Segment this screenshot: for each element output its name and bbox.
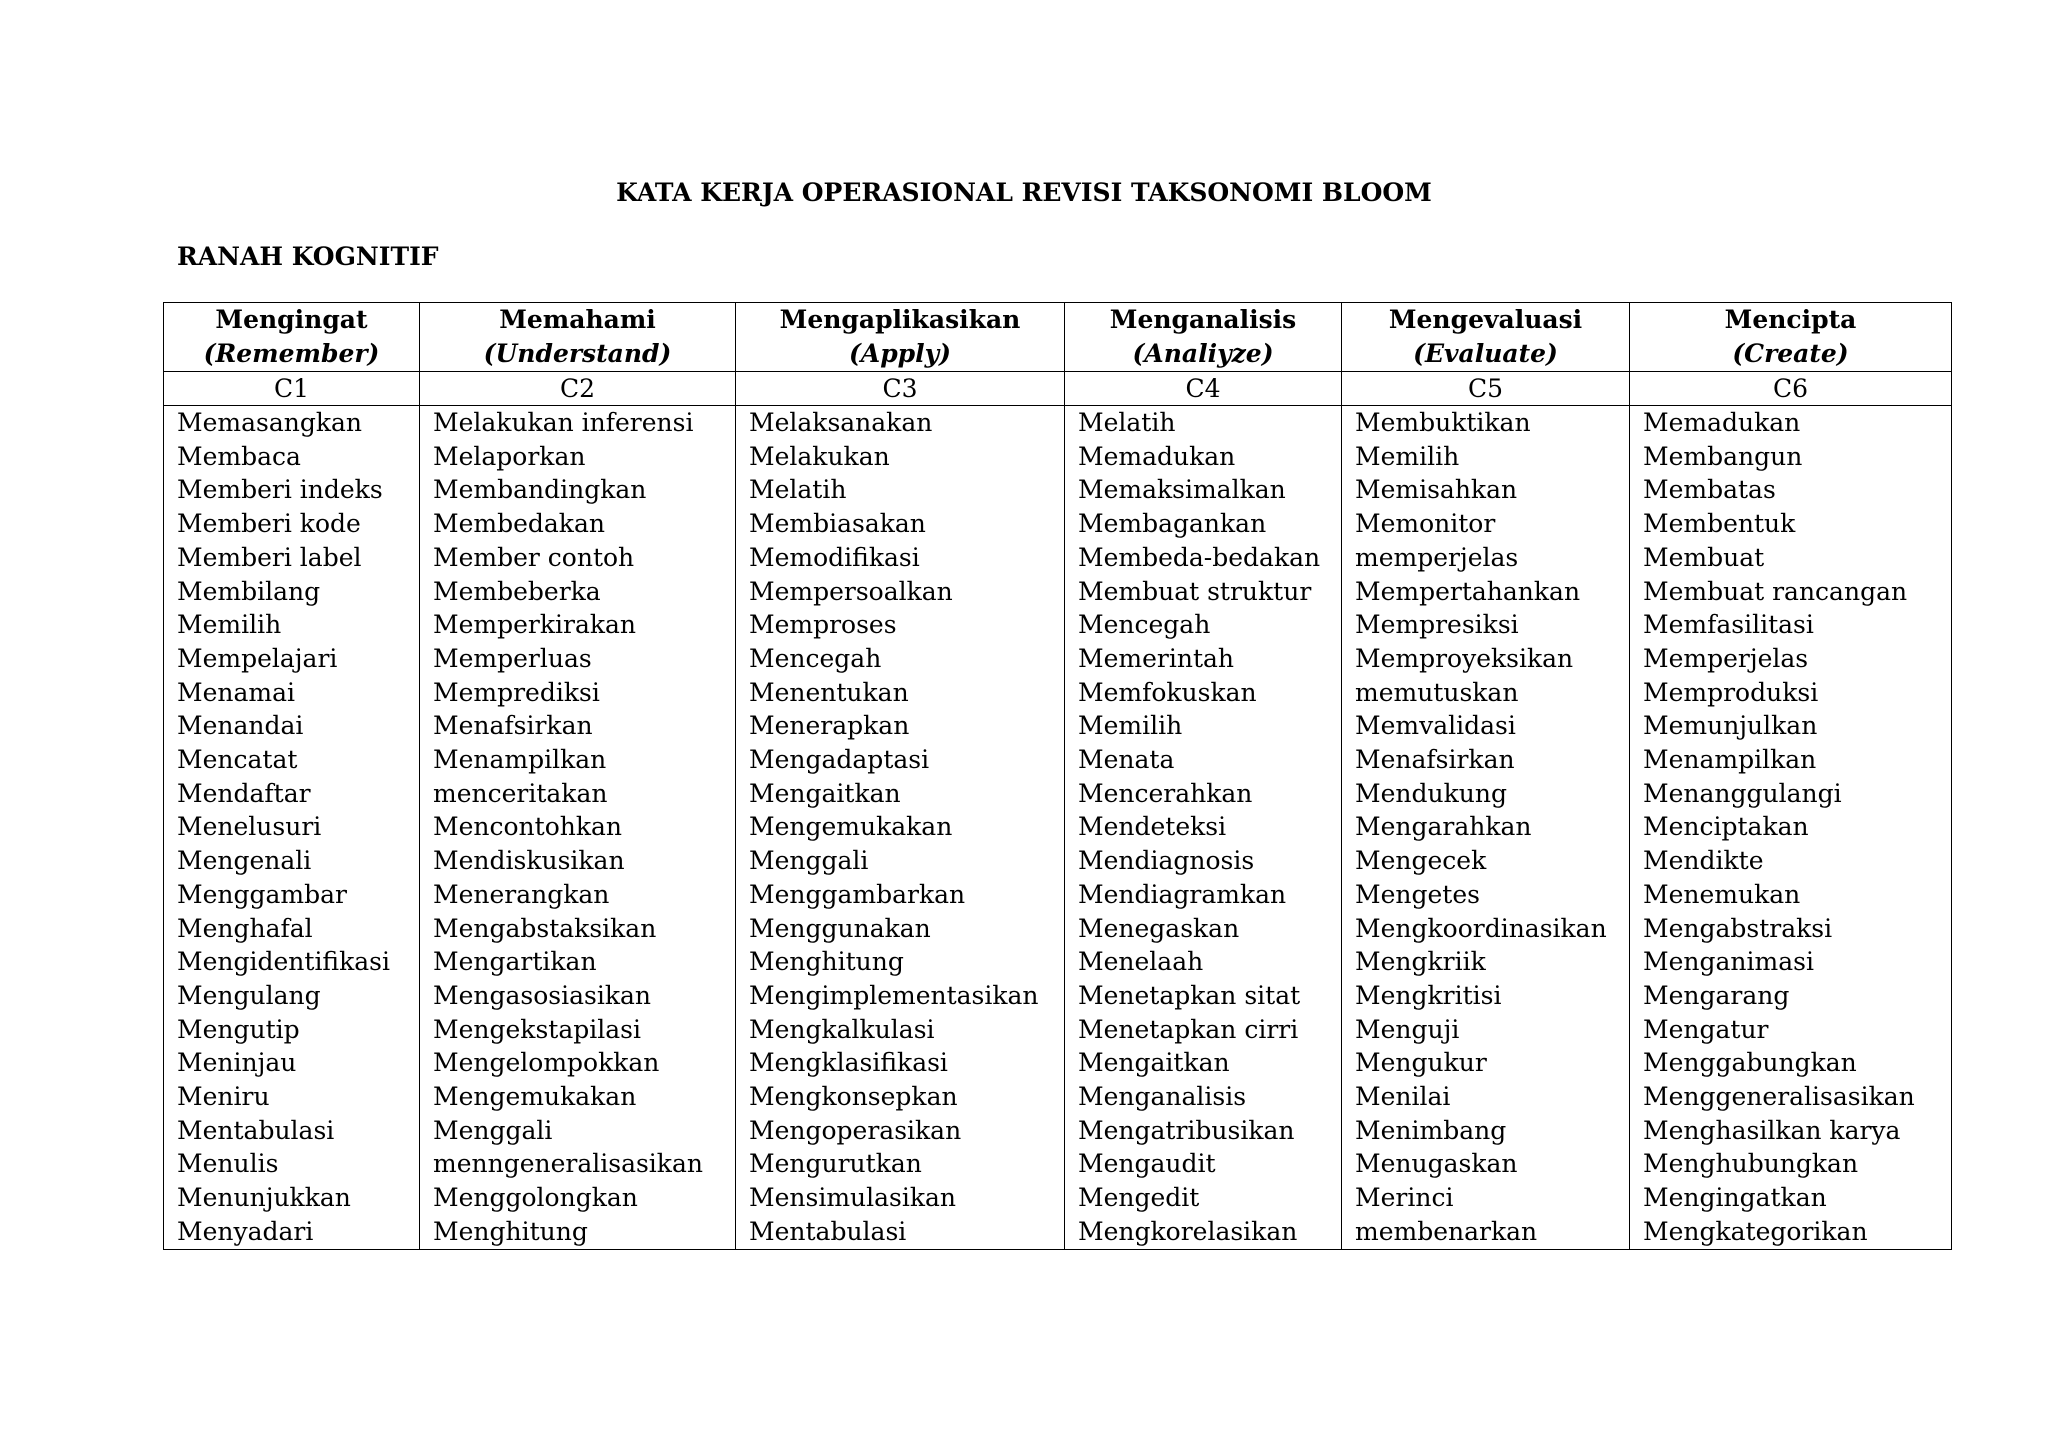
verb-item: Menggeneralisasikan [1643,1082,1915,1112]
verb-item: Mengadaptasi [749,745,930,775]
verb-item: memutuskan [1355,677,1519,707]
verb-list [177,406,415,1249]
column-header-c1 [164,303,420,372]
verb-item: Memadukan [1078,441,1236,471]
column-header-c5 [1342,303,1630,372]
verb-list [1078,406,1337,1249]
verb-item: Mempelajari [177,643,338,673]
verb-item: Menafsirkan [1355,745,1515,775]
verb-item: Mengukur [1355,1048,1487,1078]
verb-item: Mengulang [177,980,321,1010]
verb-item: Mengabstraksi [1643,913,1833,943]
verb-item: Melakukan inferensi [433,408,694,437]
verb-item: Mengekstapilasi [433,1014,641,1044]
verb-item: Mendiskusikan [433,846,625,876]
verb-item: Membuat struktur [1078,576,1312,606]
verb-item: Mendeteksi [1078,812,1227,842]
verb-item: Mengkritisi [1355,980,1502,1010]
verb-item: Memperkirakan [433,610,637,640]
verb-item: Memproduksi [1643,677,1819,707]
verb-item: Mengkategorikan [1643,1216,1868,1246]
verb-item: Mentabulasi [177,1115,335,1145]
verb-item: Mengidentifikasi [177,947,390,977]
verb-list [1355,406,1625,1249]
verb-item: Menetapkan sitat [1078,980,1301,1010]
verb-item: Melatih [749,475,847,505]
verb-item: Mengasosiasikan [433,980,651,1010]
verb-item: Memonitor [1355,509,1496,539]
verb-item: Memperluas [433,643,592,673]
column-header-c3 [736,303,1065,372]
verb-item: Menugaskan [1355,1149,1518,1179]
verb-item: Memfokuskan [1078,677,1257,707]
verb-item: Mendiagramkan [1078,879,1287,909]
verb-list [433,406,731,1249]
verb-item: Menulis [177,1149,279,1179]
verb-item: Membandingkan [433,475,647,505]
verb-item: Memberi indeks [177,475,383,505]
verb-item: Mengemukakan [749,812,953,842]
verb-item: Mengarang [1643,980,1790,1010]
verb-item: Menampilkan [433,745,607,775]
verb-item: Mengartikan [433,947,597,977]
verb-table [163,302,1952,1250]
verb-item: Membatas [1643,475,1776,505]
verb-item: Meninjau [177,1048,297,1078]
verb-item: Mengkorelasikan [1078,1216,1298,1246]
verb-item: Memvalidasi [1355,711,1516,741]
verb-item: Menghafal [177,913,313,943]
verb-item: Menguji [1355,1014,1460,1044]
verb-item: Menanggulangi [1643,778,1842,808]
verb-item: Mencegah [749,643,882,673]
verb-item: Mengkriik [1355,947,1486,977]
column-english-name: (Apply) [848,339,952,368]
column-header-c6 [1630,303,1952,372]
column-name: Mengaplikasikan [779,305,1021,334]
verb-item: Melatih [1078,408,1176,437]
verb-item: Mencatat [177,745,298,775]
verb-item: Mentabulasi [749,1216,907,1246]
verb-item: Memerintah [1078,643,1234,673]
verb-item: Mencegah [1078,610,1211,640]
verb-item: membenarkan [1355,1216,1538,1246]
column-english-name: (Evaluate) [1413,339,1558,368]
verb-item: Menghasilkan karya [1643,1115,1901,1145]
level-code-c2: C2 [420,372,736,406]
column-english-name: (Remember) [203,339,380,368]
verb-item: Menunjukkan [177,1183,351,1213]
verb-item: Memodifikasi [749,542,920,572]
verb-item: Mengaitkan [749,778,901,808]
verb-cell-c2 [420,406,736,1250]
verb-item: Menggambarkan [749,879,966,909]
verb-item: Mengkoordinasikan [1355,913,1607,943]
verb-item: Membagankan [1078,509,1267,539]
verb-item: Menciptakan [1643,812,1809,842]
verb-item: Membeberka [433,576,601,606]
verb-item: Menandai [177,711,304,741]
verb-item: Mengkonsepkan [749,1082,958,1112]
verb-item: Membentuk [1643,509,1796,539]
verb-item: Memproses [749,610,897,640]
verb-item: Membilang [177,576,321,606]
header-row [164,303,1952,372]
verb-item: menceritakan [433,778,608,808]
verb-item: Mensimulasikan [749,1183,957,1213]
verb-cell-c6 [1630,406,1952,1250]
column-name: Menganalisis [1109,305,1297,334]
verb-item: Menilai [1355,1082,1451,1112]
verb-item: Menganimasi [1643,947,1814,977]
verb-item: Mengedit [1078,1183,1200,1213]
verb-item: Melaporkan [433,441,586,471]
verb-item: Memasangkan [177,408,362,437]
verb-item: Membuat rancangan [1643,576,1908,606]
level-code-c5: C5 [1342,372,1630,406]
verb-item: Menafsirkan [433,711,593,741]
verb-item: Mengaudit [1078,1149,1216,1179]
verb-item: Membangun [1643,441,1803,471]
section-title: RANAH KOGNITIF [177,242,439,271]
verb-item: Menganalisis [1078,1082,1247,1112]
verb-item: Menerangkan [433,879,610,909]
verb-item: Menelusuri [177,812,322,842]
column-name: Memahami [499,305,656,334]
verb-cell-c4 [1065,406,1342,1250]
verb-item: Mengkalkulasi [749,1014,935,1044]
verb-item: Mengenali [177,846,312,876]
column-name: Mengingat [215,305,368,334]
verb-item: Meniru [177,1082,270,1112]
verbs-row [164,406,1952,1250]
verb-item: Memisahkan [1355,475,1518,505]
verb-item: Membeda-bedakan [1078,542,1321,572]
verb-item: Menggali [749,846,869,876]
verb-item: Menampilkan [1643,745,1817,775]
verb-item: Merinci [1355,1183,1454,1213]
verb-item: Mengaitkan [1078,1048,1230,1078]
column-name: Mengevaluasi [1388,305,1583,334]
column-english-name: (Understand) [483,339,672,368]
verb-item: Mendikte [1643,846,1764,876]
verb-item: Mengabstaksikan [433,913,657,943]
verb-item: Mengatur [1643,1014,1769,1044]
verb-item: Menggambar [177,879,347,909]
verb-item: Menghitung [749,947,904,977]
verb-item: Mengutip [177,1014,300,1044]
verb-item: Memaksimalkan [1078,475,1286,505]
verb-item: Mengelompokkan [433,1048,660,1078]
verb-item: Menghitung [433,1216,588,1246]
verb-item: Memilih [1078,711,1183,741]
level-code-c4: C4 [1065,372,1342,406]
verb-item: Menghubungkan [1643,1149,1859,1179]
verb-item: Memunjulkan [1643,711,1818,741]
verb-item: Member contoh [433,542,635,572]
verb-item: Membuktikan [1355,408,1531,437]
verb-item: Menerapkan [749,711,910,741]
verb-item: Memperjelas [1643,643,1809,673]
verb-item: Mengklasifikasi [749,1048,948,1078]
code-row [164,372,1952,406]
level-code-c1: C1 [164,372,420,406]
verb-item: Mengarahkan [1355,812,1532,842]
verb-list [749,406,1060,1249]
verb-item: Mencontohkan [433,812,623,842]
column-header-c4 [1065,303,1342,372]
verb-item: Mendaftar [177,778,311,808]
verb-item: Melakukan [749,441,890,471]
verb-item: Memproyeksikan [1355,643,1574,673]
verb-item: Menemukan [1643,879,1801,909]
verb-item: Memadukan [1643,408,1801,437]
verb-item: Menelaah [1078,947,1204,977]
verb-item: Mengecek [1355,846,1487,876]
verb-item: Memberi label [177,542,362,572]
verb-item: Mempertahankan [1355,576,1581,606]
verb-item: Menamai [177,677,296,707]
verb-item: Mempresiksi [1355,610,1519,640]
verb-item: Menentukan [749,677,909,707]
verb-item: Melaksanakan [749,408,933,437]
verb-item: Memprediksi [433,677,600,707]
verb-item: Menggolongkan [433,1183,638,1213]
column-name: Mencipta [1724,305,1857,334]
verb-item: Membuat [1643,542,1765,572]
verb-item: Menyadari [177,1216,314,1246]
verb-item: Mengimplementasikan [749,980,1039,1010]
verb-item: Menggali [433,1115,553,1145]
verb-item: Mempersoalkan [749,576,953,606]
verb-item: Memberi kode [177,509,361,539]
verb-item: Mendukung [1355,778,1507,808]
verb-item: Membaca [177,441,301,471]
verb-cell-c3 [736,406,1065,1250]
verb-item: Mengatribusikan [1078,1115,1295,1145]
verb-item: menngeneralisasikan [433,1149,703,1179]
verb-item: Mengingatkan [1643,1183,1827,1213]
verb-cell-c1 [164,406,420,1250]
verb-list [1643,406,1947,1249]
column-english-name: (Create) [1732,339,1849,368]
document-title: KATA KERJA OPERASIONAL REVISI TAKSONOMI BLOOM [616,178,1432,207]
verb-item: memperjelas [1355,542,1519,572]
verb-item: Menetapkan cirri [1078,1014,1299,1044]
verb-item: Mengetes [1355,879,1480,909]
verb-item: Menggabungkan [1643,1048,1857,1078]
verb-item: Menata [1078,745,1175,775]
verb-cell-c5 [1342,406,1630,1250]
verb-item: Memilih [1355,441,1460,471]
column-header-c2 [420,303,736,372]
verb-item: Mencerahkan [1078,778,1253,808]
verb-item: Mengemukakan [433,1082,637,1112]
verb-item: Membedakan [433,509,605,539]
verb-item: Memfasilitasi [1643,610,1814,640]
verb-item: Mendiagnosis [1078,846,1255,876]
verb-item: Membiasakan [749,509,926,539]
verb-item: Menegaskan [1078,913,1240,943]
verb-item: Menimbang [1355,1115,1507,1145]
level-code-c6: C6 [1630,372,1952,406]
level-code-c3: C3 [736,372,1065,406]
verb-item: Menggunakan [749,913,931,943]
verb-item: Mengurutkan [749,1149,922,1179]
column-english-name: (Analiyze) [1132,339,1274,368]
verb-item: Mengoperasikan [749,1115,962,1145]
verb-item: Memilih [177,610,282,640]
